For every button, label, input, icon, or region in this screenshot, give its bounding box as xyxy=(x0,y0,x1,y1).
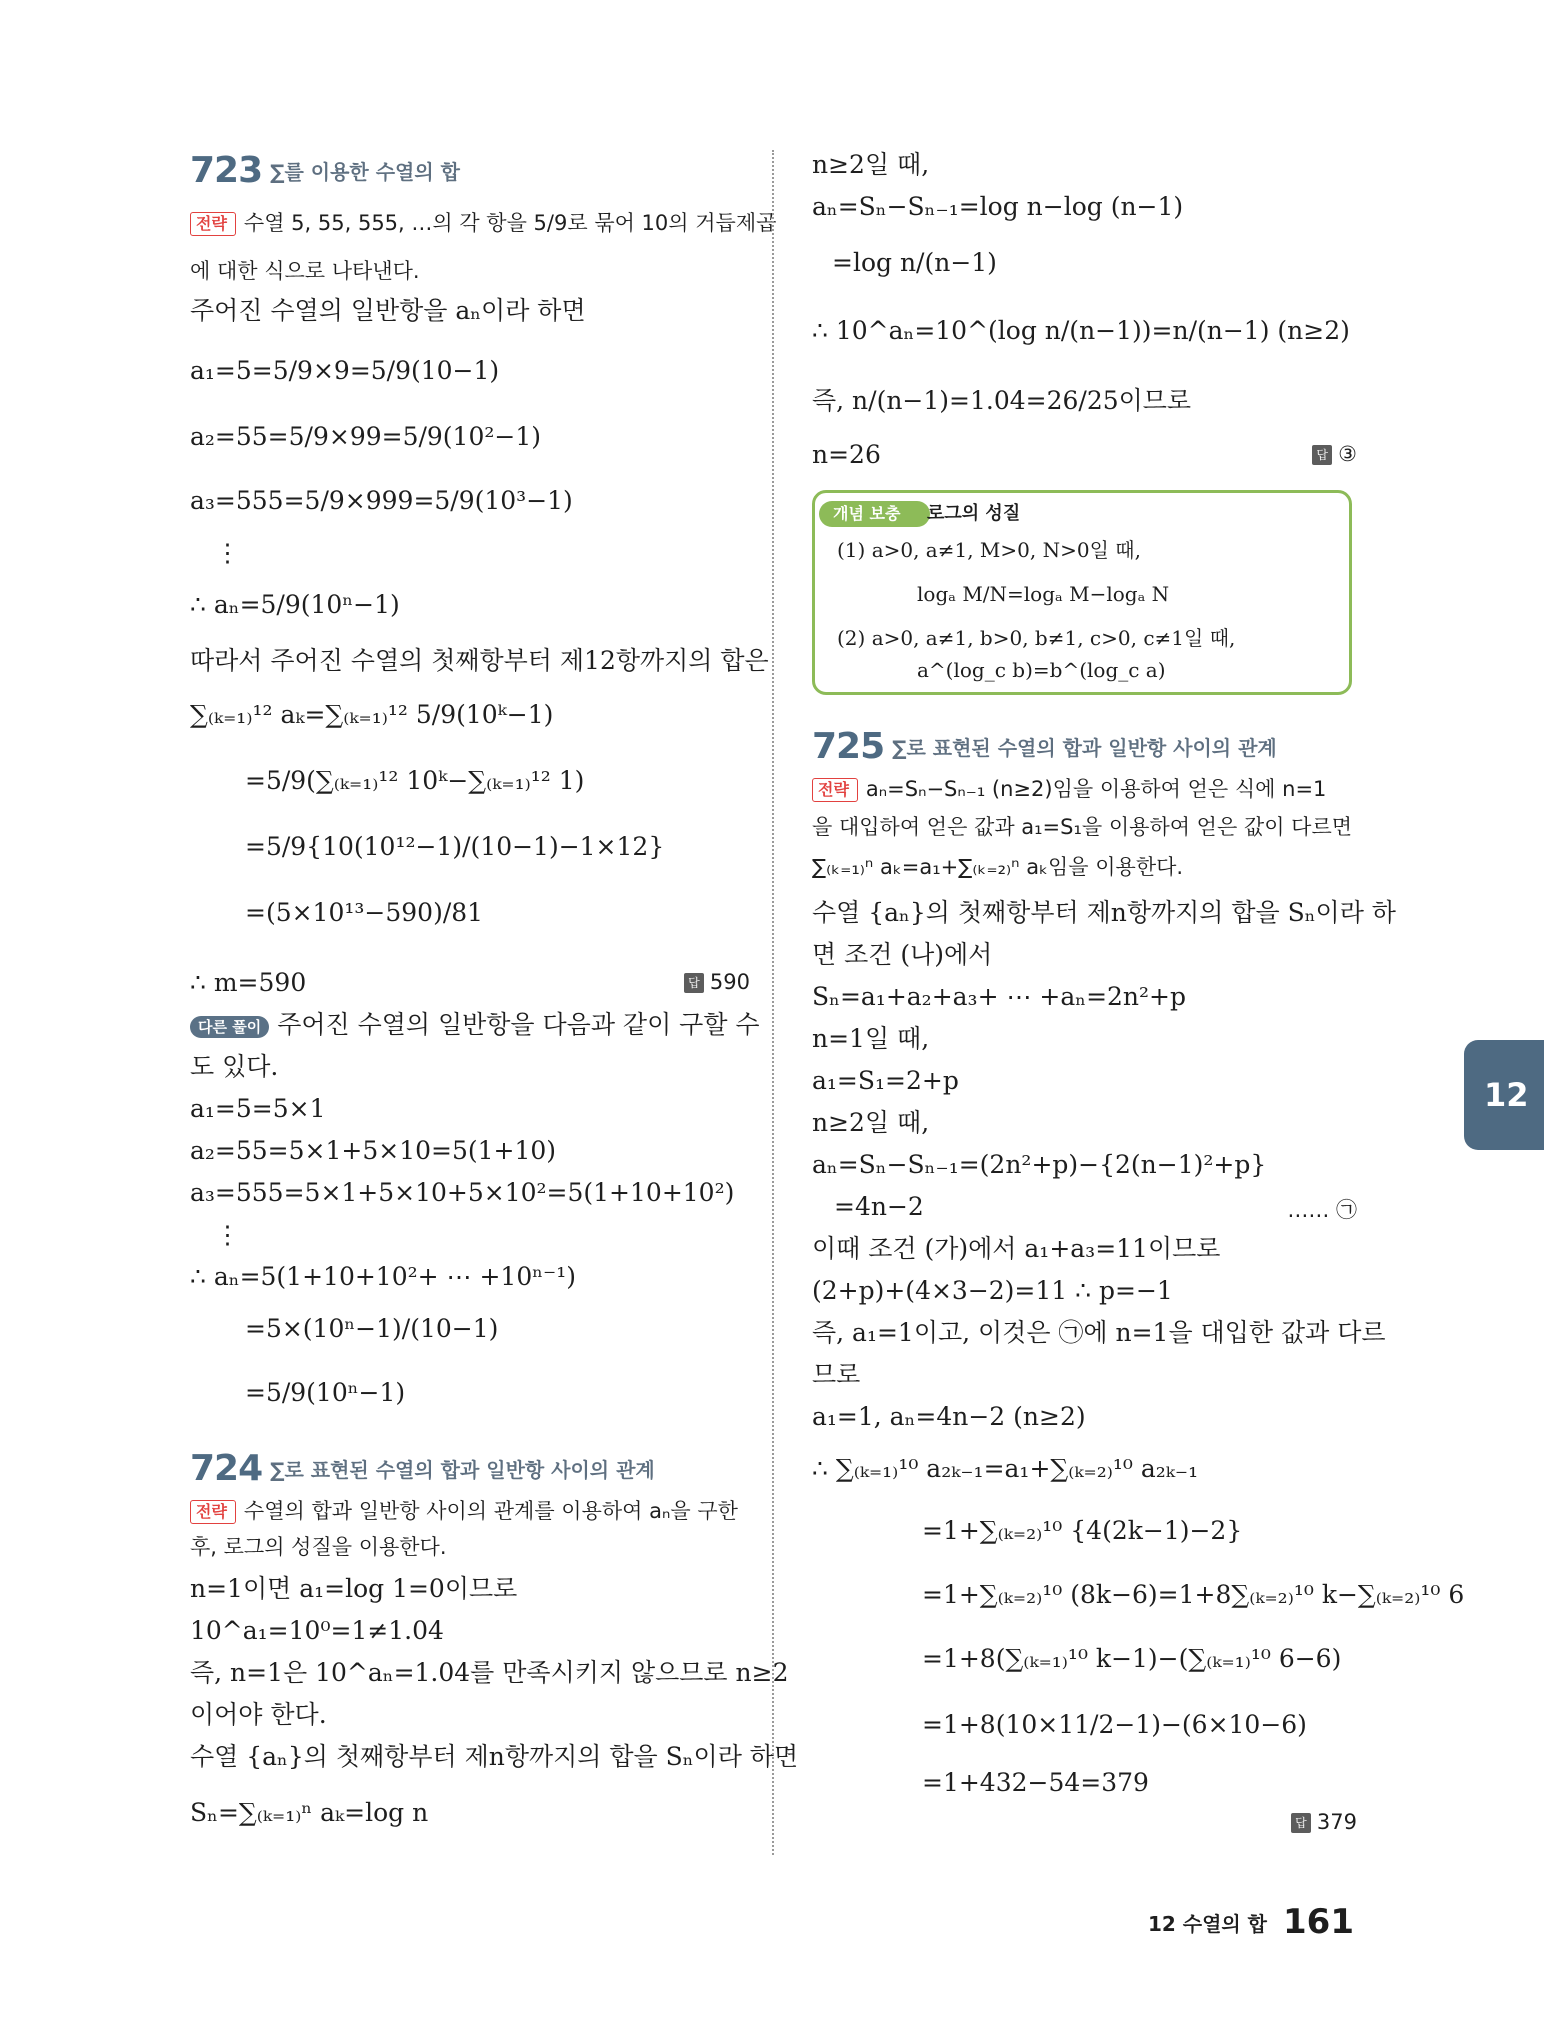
problem-number: 724 xyxy=(190,1448,263,1489)
concept-formula: a^(log_c b)=b^(log_c a) xyxy=(917,658,1166,682)
chapter-tab-label: 12 xyxy=(1484,1076,1529,1114)
math-line: n≥2일 때, xyxy=(812,1108,930,1137)
math-line: Sₙ=∑₍ₖ₌₁₎ⁿ aₖ=log n xyxy=(190,1798,429,1827)
solution-line: 즉, n=1은 10^aₙ=1.04를 만족시키지 않으므로 n≥2 xyxy=(190,1658,789,1687)
math-line: =1+8(∑₍ₖ₌₁₎¹⁰ k−1)−(∑₍ₖ₌₁₎¹⁰ 6−6) xyxy=(922,1644,1342,1673)
alt-solution-text-cont: 도 있다. xyxy=(190,1052,279,1081)
page-footer xyxy=(1148,1902,1354,1942)
vertical-ellipsis: ⋮ xyxy=(215,1220,240,1249)
solution-line: 즉, a₁=1이고, 이것은 ㉠에 n=1을 대입한 값과 다르 xyxy=(812,1318,1386,1347)
strategy-text-cont: 을 대입하여 얻은 값과 a₁=S₁을 이용하여 얻은 값이 다르면 xyxy=(812,815,1353,839)
solution-line: 이때 조건 (가)에서 a₁+a₃=11이므로 xyxy=(812,1234,1221,1263)
solution-line: 수열 {aₙ}의 첫째항부터 제n항까지의 합을 Sₙ이라 하면 xyxy=(190,1742,799,1771)
math-line: =5/9(∑₍ₖ₌₁₎¹² 10ᵏ−∑₍ₖ₌₁₎¹² 1) xyxy=(245,766,585,795)
math-line: 10^a₁=10⁰=1≠1.04 xyxy=(190,1616,444,1645)
answer-723 xyxy=(684,970,750,994)
math-line: =1+432−54=379 xyxy=(922,1768,1149,1797)
alt-solution xyxy=(190,1010,760,1040)
solution-line: 따라서 주어진 수열의 첫째항부터 제12항까지의 합은 xyxy=(190,646,769,675)
problem-number: 725 xyxy=(812,726,885,767)
problem-725-header xyxy=(812,726,1277,767)
concept-formula: logₐ M/N=logₐ M−logₐ N xyxy=(917,582,1170,606)
strategy-text: 수열 5, 55, 555, …의 각 항을 5/9로 묶어 10의 거듭제곱 xyxy=(243,211,777,235)
footer-chapter: 12 수열의 합 xyxy=(1147,1911,1268,1936)
strategy-text-cont: 에 대한 식으로 나타낸다. xyxy=(190,259,420,283)
strategy-tag: 전략 xyxy=(190,212,236,236)
strategy-text: 수열의 합과 일반항 사이의 관계를 이용하여 aₙ을 구한 xyxy=(243,1499,738,1523)
answer-value: 590 xyxy=(709,970,750,994)
math-line: ∴ 10^aₙ=10^(log n/(n−1))=n/(n−1) (n≥2) xyxy=(812,316,1350,345)
strategy-tag: 전략 xyxy=(190,1500,236,1524)
concept-line: (2) a>0, a≠1, b>0, b≠1, c>0, c≠1일 때, xyxy=(837,626,1236,650)
strategy-723 xyxy=(190,208,776,238)
concept-badge: 개념 보충 xyxy=(819,501,930,527)
solution-line: 주어진 수열의 일반항을 aₙ이라 하면 xyxy=(190,296,586,325)
math-line: ∴ m=590 xyxy=(190,968,307,997)
math-line: (2+p)+(4×3−2)=11 ∴ p=−1 xyxy=(812,1276,1173,1305)
math-line: ∴ ∑₍ₖ₌₁₎¹⁰ a₂ₖ₋₁=a₁+∑₍ₖ₌₂₎¹⁰ a₂ₖ₋₁ xyxy=(812,1454,1199,1483)
problem-724-header xyxy=(190,1448,655,1489)
math-line: Sₙ=a₁+a₂+a₃+ ⋯ +aₙ=2n²+p xyxy=(812,982,1186,1011)
strategy-tag: 전략 xyxy=(812,778,858,802)
math-line: =5/9(10ⁿ−1) xyxy=(245,1378,406,1407)
answer-icon: 답 xyxy=(1312,445,1332,465)
strategy-724 xyxy=(190,1496,738,1526)
math-line: aₙ=Sₙ−Sₙ₋₁=(2n²+p)−{2(n−1)²+p} xyxy=(812,1150,1267,1179)
problem-number: 723 xyxy=(190,150,263,191)
math-line: n=1일 때, xyxy=(812,1024,930,1053)
answer-icon: 답 xyxy=(684,973,704,993)
math-line: ∑₍ₖ₌₁₎¹² aₖ=∑₍ₖ₌₁₎¹² 5/9(10ᵏ−1) xyxy=(190,700,554,729)
math-line: a₃=555=5/9×999=5/9(10³−1) xyxy=(190,486,573,515)
solution-line: 면 조건 (나)에서 xyxy=(812,940,993,969)
math-line: n≥2일 때, xyxy=(812,150,930,179)
math-line: =log n/(n−1) xyxy=(832,248,997,277)
alt-solution-tag: 다른 풀이 xyxy=(190,1016,269,1038)
problem-723-header xyxy=(190,150,460,191)
chapter-side-tab xyxy=(1464,1040,1544,1150)
page-number: 161 xyxy=(1283,1902,1354,1942)
math-line: a₂=55=5×1+5×10=5(1+10) xyxy=(190,1136,557,1165)
problem-title: ∑를 이용한 수열의 합 xyxy=(270,160,460,184)
math-line: ∴ aₙ=5(1+10+10²+ ⋯ +10ⁿ⁻¹) xyxy=(190,1262,577,1291)
math-line: a₁=5=5/9×9=5/9(10−1) xyxy=(190,356,500,385)
math-line: n=1이면 a₁=log 1=0이므로 xyxy=(190,1574,518,1603)
alt-solution-text: 주어진 수열의 일반항을 다음과 같이 구할 수 xyxy=(277,1010,760,1039)
answer-icon: 답 xyxy=(1291,1813,1311,1833)
problem-title: ∑로 표현된 수열의 합과 일반항 사이의 관계 xyxy=(892,736,1277,760)
answer-value: 379 xyxy=(1316,1810,1357,1834)
equation-marker: …… ㉠ xyxy=(1287,1198,1357,1222)
answer-725 xyxy=(1291,1810,1357,1834)
math-line: n=26 xyxy=(812,440,881,469)
math-line: =1+∑₍ₖ₌₂₎¹⁰ (8k−6)=1+8∑₍ₖ₌₂₎¹⁰ k−∑₍ₖ₌₂₎¹⁰ 6 xyxy=(922,1580,1465,1609)
math-line: a₁=1, aₙ=4n−2 (n≥2) xyxy=(812,1402,1086,1431)
answer-value: ③ xyxy=(1338,442,1357,466)
math-line: =(5×10¹³−590)/81 xyxy=(245,898,484,927)
math-line: a₁=5=5×1 xyxy=(190,1094,326,1123)
concept-title: 로그의 성질 xyxy=(927,503,1021,524)
answer-724 xyxy=(1312,442,1357,466)
strategy-725 xyxy=(812,774,1326,804)
solution-line: 이어야 한다. xyxy=(190,1700,327,1729)
vertical-ellipsis: ⋮ xyxy=(215,538,240,567)
concept-box xyxy=(812,490,1352,695)
strategy-text-cont: 후, 로그의 성질을 이용한다. xyxy=(190,1535,447,1559)
math-line: 즉, n/(n−1)=1.04=26/25이므로 xyxy=(812,386,1192,415)
solution-line: 수열 {aₙ}의 첫째항부터 제n항까지의 합을 Sₙ이라 하 xyxy=(812,898,1396,927)
math-line: =5×(10ⁿ−1)/(10−1) xyxy=(245,1314,499,1343)
math-line: a₁=S₁=2+p xyxy=(812,1066,959,1095)
math-line: aₙ=Sₙ−Sₙ₋₁=log n−log (n−1) xyxy=(812,192,1184,221)
math-line: =5/9{10(10¹²−1)/(10−1)−1×12} xyxy=(245,832,665,861)
concept-line: (1) a>0, a≠1, M>0, N>0일 때, xyxy=(837,538,1141,562)
math-line: a₂=55=5/9×99=5/9(10²−1) xyxy=(190,422,542,451)
solution-line: 므로 xyxy=(812,1360,861,1389)
math-line: =4n−2 xyxy=(834,1192,924,1221)
column-divider xyxy=(772,150,774,1855)
math-line: =1+∑₍ₖ₌₂₎¹⁰ {4(2k−1)−2} xyxy=(922,1516,1243,1545)
math-line: ∴ aₙ=5/9(10ⁿ−1) xyxy=(190,590,400,619)
strategy-text: aₙ=Sₙ−Sₙ₋₁ (n≥2)임을 이용하여 얻은 식에 n=1 xyxy=(865,777,1327,801)
problem-title: ∑로 표현된 수열의 합과 일반항 사이의 관계 xyxy=(270,1458,655,1482)
math-line: a₃=555=5×1+5×10+5×10²=5(1+10+10²) xyxy=(190,1178,735,1207)
math-line: =1+8(10×11/2−1)−(6×10−6) xyxy=(922,1710,1307,1739)
strategy-text-cont: ∑₍ₖ₌₁₎ⁿ aₖ=a₁+∑₍ₖ₌₂₎ⁿ aₖ임을 이용한다. xyxy=(812,855,1184,879)
